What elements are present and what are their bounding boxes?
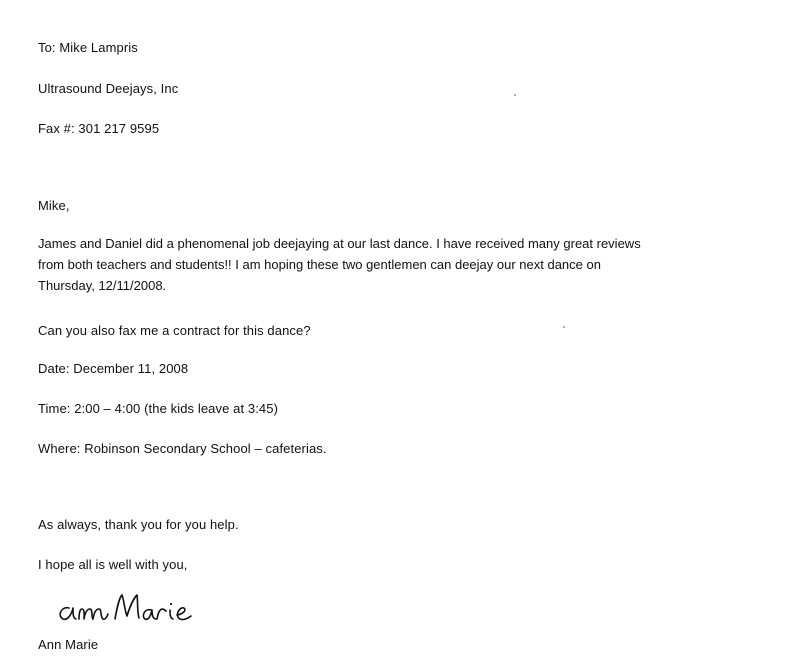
greeting: Mike,: [38, 198, 70, 213]
paragraph-line: from both teachers and students!! I am hoping these two gentlemen can deejay our next dance on: [38, 257, 601, 272]
to-line: To: Mike Lampris: [38, 40, 138, 55]
fax-line: Fax #: 301 217 9595: [38, 121, 160, 136]
where-line: Where: Robinson Secondary School – cafeterias.: [38, 441, 327, 456]
scan-speck: [563, 326, 565, 328]
time-line: Time: 2:00 – 4:00 (the kids leave at 3:45): [38, 401, 279, 416]
company-line: Ultrasound Deejays, Inc: [38, 81, 179, 96]
paragraph-line: Thursday, 12/11/2008.: [38, 278, 167, 293]
main-paragraph: [38, 233, 798, 296]
signer-name: Ann Marie: [38, 637, 99, 652]
thanks-line: As always, thank you for you help.: [38, 517, 239, 532]
paragraph-line: James and Daniel did a phenomenal job deejaying at our last dance. I have received many great reviews: [38, 236, 641, 251]
contract-request: Can you also fax me a contract for this dance?: [38, 323, 311, 338]
wellwish-line: I hope all is well with you,: [38, 557, 188, 572]
date-line: Date: December 11, 2008: [38, 361, 189, 376]
handwritten-signature: [55, 586, 225, 626]
scan-speck: [514, 94, 516, 96]
